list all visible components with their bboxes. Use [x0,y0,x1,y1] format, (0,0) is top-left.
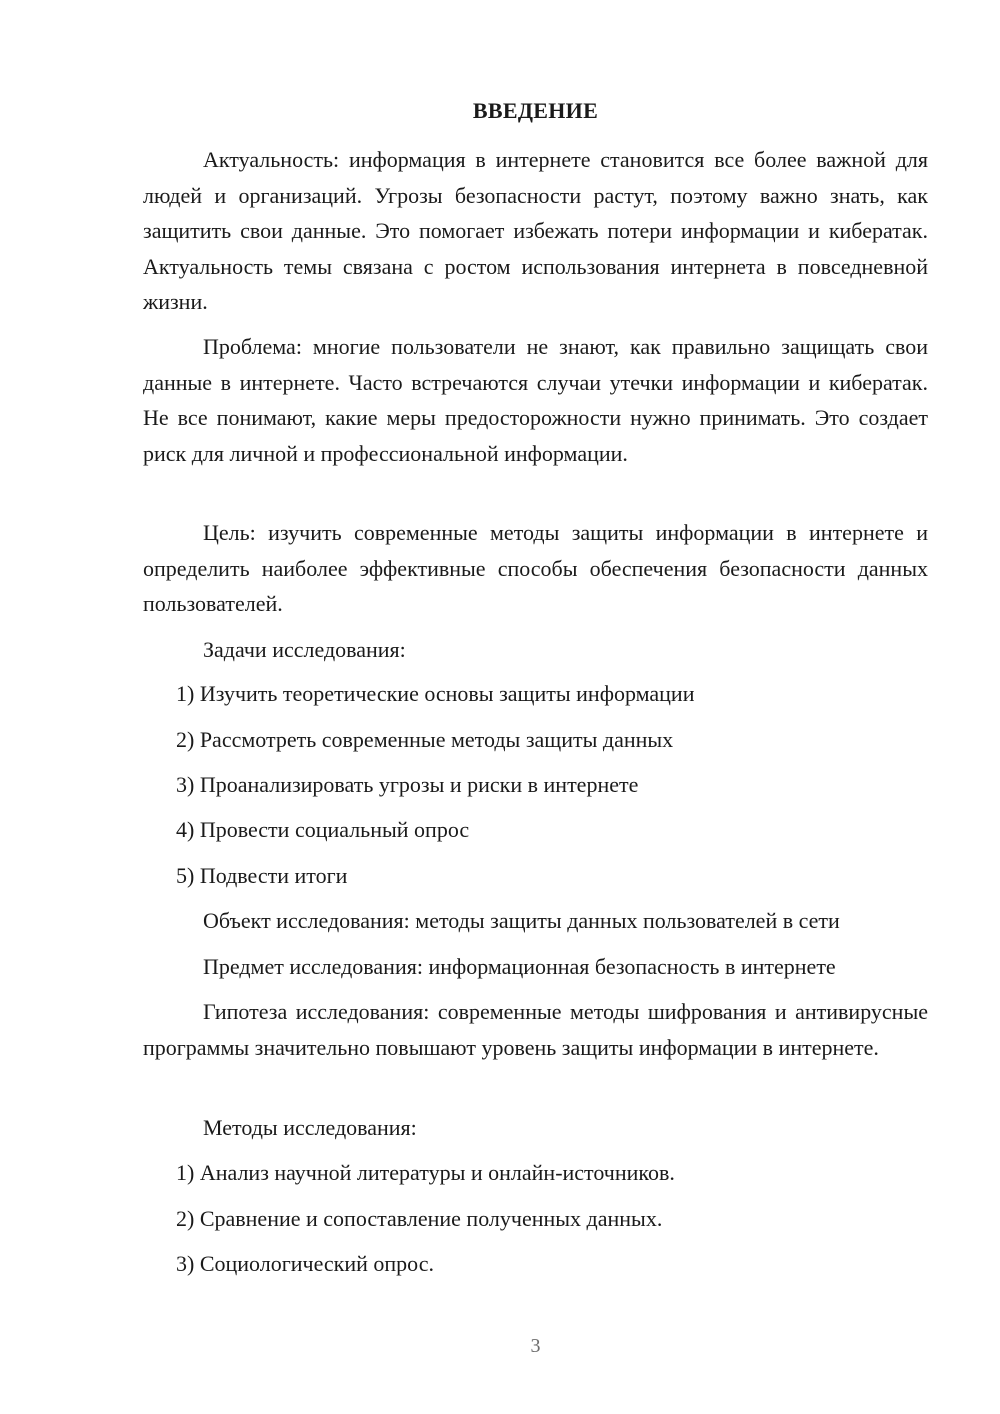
goal-paragraph: Цель: изучить современные методы защиты информации в интернете и определить наиболее эффективные способы обеспечения безопасности данных пользователей. [143,520,928,616]
hypothesis-paragraph: Гипотеза исследования: современные методы шифрования и антивирусные программы значительно повышают уровень защиты информации в интернете. [143,999,928,1060]
task-item: 1) Изучить теоретические основы защиты информации [176,681,695,706]
problem-paragraph: Проблема: многие пользователи не знают, как правильно защищать свои данные в интернете. Часто встречаются случаи утечки информации и кибератак. Не все понимают, какие меры предосторожности нужно принимать. Это создает риск для личной и профессиональной информации. [143,334,928,466]
task-item: 3) Проанализировать угрозы и риски в интернете [176,772,639,797]
document-page [143,0,928,1414]
method-item: 1) Анализ научной литературы и онлайн-источников. [176,1160,675,1185]
relevance-paragraph: Актуальность: информация в интернете становится все более важной для людей и организаций. Угрозы безопасности растут, поэтому важно знать, как защитить свои данные. Это помогает избежать потери информации и кибератак. Актуальность темы связана с ростом использования интернета в повседневной жизни. [143,147,928,314]
method-item: 3) Социологический опрос. [176,1251,434,1276]
object-paragraph: Объект исследования: методы защиты данных пользователей в сети [203,908,840,933]
task-item: 2) Рассмотреть современные методы защиты данных [176,727,674,752]
subject-paragraph: Предмет исследования: информационная безопасность в интернете [203,954,836,979]
methods-heading: Методы исследования: [203,1115,417,1140]
page-number: 3 [530,1335,541,1357]
method-item: 2) Сравнение и сопоставление полученных данных. [176,1206,663,1231]
page-title: ВВЕДЕНИЕ [472,98,599,123]
tasks-heading: Задачи исследования: [203,637,406,662]
task-item: 4) Провести социальный опрос [176,817,470,842]
task-item: 5) Подвести итоги [176,863,348,888]
